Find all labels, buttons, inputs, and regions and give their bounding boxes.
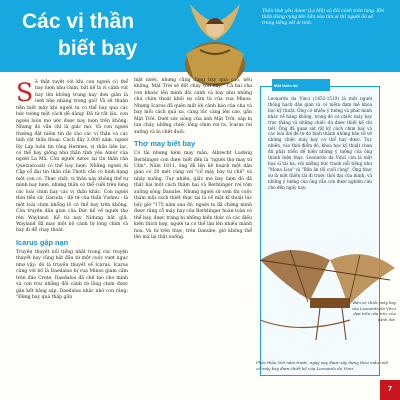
- bottom-caption: Phác thảo 500 năm trước, ngày nay được xây dựng theo mẫu một cỗ máy bay được thiết kế của Leonardo da Vinci.: [256, 360, 389, 371]
- sidebar-caption: Bản vẽ chiếc máy bay của Leonardo da Vinci dựa trên cấu trúc của cánh dơi.: [351, 300, 396, 322]
- page-title-line2: biết bay: [58, 37, 138, 60]
- column-2: [134, 78, 252, 244]
- tailor-paragraph: Có tài nhưng kém may mắn, Albrecht Ludwig Berblinger con được biết đến là "người thợ may từ Ulm". Năm 1811, ông đã lên kế hoạch một dân giáo có 20 mét cùng với "cổ máy bay tự chế" và nhảy xuống. Tuy nhiên, giấc mơ bay lượn đó đã thất bại một cách thảm hại và Berblinger rơi tõm xuống sông Danube. Nhưng người sử sơm thì cuộc thám mội cách thiết thực tại là về mặt kĩ thuật lúc bấy giờ "175 năm sau đó, người ta đã chứng minh được rằng cỗ máy bay của Berblinger hoàn toàn có thể bay, được trang bị những kiến thức và các điều kiện thích hợp, người ta có thể lặn lên nhiều mảnh hoa. Và từ trên thực, trên Danube, giờ không thể lên mà lại thật xuống.: [134, 151, 252, 240]
- sidebar-title: Một thiên tài: [274, 83, 298, 88]
- intro-paragraph: [16, 80, 128, 235]
- column-1: [16, 80, 128, 305]
- continuation-paragraph: mặt nước, nhưng cũng đừng bay quá cao, nếu không, Mặt Trời sẽ đốt cháy con đấy!" Cả hai cha con khoác lên mình đôi cánh và bay như những chú chim thoát khỏi sự cầm tù của vua Minos. Nhưng Icarus đã quên mất lời cảnh báo của cha và bay mỗi cách quá xa, càng lúc càng lên cao, gần Mặt Trời. Dưới sức nóng của ánh Mặt Trời, sáp bị tan chảy, những chiếc lông chim rơi ra, Icarus rơi xuống và bị chết đuối.: [134, 78, 252, 135]
- intro-text: ẽ thật tuyệt vời khi con người có thể bay lượn như chim, bất kể là vì cánh vút bay lên không trung hay đơn giản là lướt nhẹ nhàng trong gió! Và sẽ thuận tiện biết mấy khi người ta có thể bay qua các bức tường một cách dễ dàng! Đã từ rất lâu, con người luôn mơ ước được bay lượn trên không. Nhưng đó vẫn chỉ là giấc mơ. Và con người thường đặt niềm tin đó vào các vị thần và các linh vật thần thoại. Cách đây 3.000 năm, người Hy Lạp luôn tin rằng Hermes, vị thần liên lạc, có thể bay giống như thần tình yêu Amor của người La Mã. Còn người Aztec lại tin thần rắn Quetzalcoatl có thể bay lượn. Những người Ai Cập cổ đại tin thần rắn Thoth vẫn có hình dạng một con cò. Thực chất, vị thần này không thể tự mình bay lượn, nhưng thần có thể cưỡi trên lưng các loài chim hay các vị thần khác. Con người thời tiền sử, Garuda - đệ tử của thần Vishnu - là một loài chim khổng lồ có thể bay trên không. Còn truyện dân gian của Đức kể về người thợ rèn Wayland. Kể từ nay Nidung bắt giữ, Wayland đã may một bộ cánh từ lông chim và bay đi để chạy thoát.: [16, 80, 128, 234]
- dropcap: S: [16, 78, 34, 107]
- icarus-paragraph: Truyền thuyết nổi tiếng nhất trong các truyện thuyết bay cũng bắt đầu từ một cuộc vượt ngục như vậy: đó là truyền thuyết về Icarus. Icarus cùng với bố là Daedalus bị vua Minos giam cầm trên đảo Crete. Daedalus đã chế tạo cho mình và con trai những đôi cánh từ lông chim được gắn kết bằng sáp. Daedalus nhắc nhở con rằng: "Đừng bay quá thấp gần: [16, 249, 128, 301]
- page-number: 7: [380, 380, 400, 400]
- top-caption: Thần tình yêu Amor (La Mã) có đôi cánh trên lưng. Khi thần dùng cung tên bắn vào tim ai thì người đó sẽ trúng tiếng sét ái tình.: [262, 9, 385, 26]
- sidebar-body: [268, 96, 372, 191]
- flying-machine-drawing: [250, 220, 400, 360]
- hero-figure: [178, 0, 252, 86]
- section-heading-tailor: Thợ may biết bay: [134, 139, 196, 149]
- section-heading-icarus: Icarus gặp nạn: [16, 237, 69, 247]
- page-title: [22, 8, 192, 62]
- sidebar-paragraph: Leonardo da Vinci (1452-1519) là một người thông bạch dân gian và có niềm đam mê khoa học kỹ thuật. Ông có nhiều ý tưởng và phát minh khác về hàng không, trong đó có chiếc máy bay trực thăng và những chiếc dù được thiết kế chi tiết. Ông đã quan sát rất kỹ cách chim bay và các loài dơi để từ đó hình thành những bản vẽ về những chiếc máy bay có thể bay được. Tuy nhiên, vào thời điểm đó, khoa học kỹ thuật chưa đủ phát triển để biến những ý tưởng của ông thành hiện thực. Leonardo da Vinci còn là một họa sĩ tài ba, với những bức tranh nổi tiếng như "Mona Lisa" và "Bữa ăn tối cuối cùng". Ông thực sự là một thiên tài đi trước thời đại của mình, và những ý tưởng của ông vẫn còn được nghiên cứu cho đến ngày nay.: [268, 96, 372, 190]
- page-title-line1: Các vị thần: [22, 10, 135, 33]
